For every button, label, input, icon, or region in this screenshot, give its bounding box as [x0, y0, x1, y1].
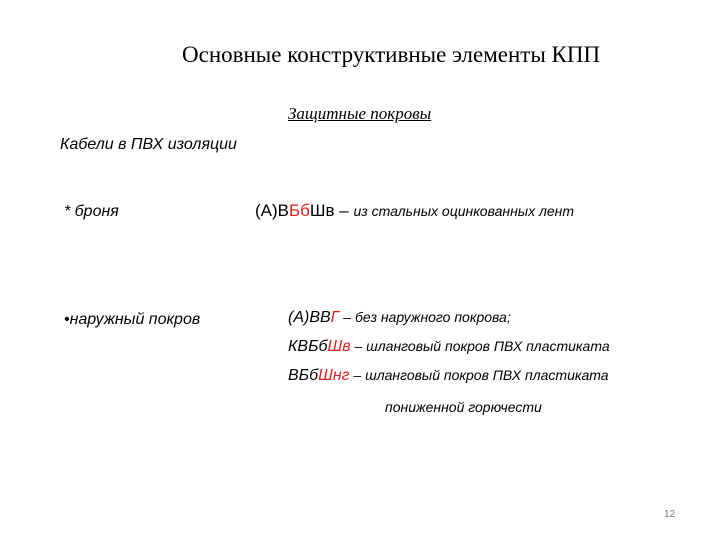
armor-code-suffix: Шв: [309, 201, 335, 220]
line3-code-highlight: Шнг: [318, 367, 350, 384]
armor-code-prefix: (А)В: [255, 201, 289, 220]
armor-row: [255, 201, 574, 221]
armor-code-highlight: Бб: [289, 201, 310, 220]
outer-cover-label: •наружный покров: [64, 311, 201, 328]
armor-dash: –: [334, 201, 354, 220]
slide-title: Основные конструктивные элементы КПП: [182, 42, 601, 67]
outer-cover-line-4: пониженной горючести: [385, 399, 542, 415]
line2-description: – шланговый покров ПВХ пластиката: [350, 338, 610, 354]
line1-code-prefix: (А)ВВ: [288, 309, 331, 326]
section-label: Кабели в ПВХ изоляции: [60, 136, 237, 153]
line2-code-highlight: Шв: [327, 338, 351, 355]
line1-description: – без наружного покрова;: [339, 309, 511, 325]
line2-code-prefix: КВБб: [288, 338, 328, 355]
armor-description: из стальных оцинкованных лент: [353, 203, 575, 219]
slide-subtitle: Защитные покровы: [288, 104, 432, 123]
outer-cover-line-1: [288, 309, 511, 327]
outer-cover-line-2: [288, 338, 610, 356]
outer-cover-line-3: [288, 367, 609, 385]
page-number: 12: [664, 509, 676, 520]
line3-code-prefix: ВБб: [288, 367, 319, 384]
line3-description: – шланговый покров ПВХ пластиката: [349, 367, 609, 383]
line1-code-highlight: Г: [330, 309, 340, 326]
armor-label: * броня: [64, 203, 119, 220]
